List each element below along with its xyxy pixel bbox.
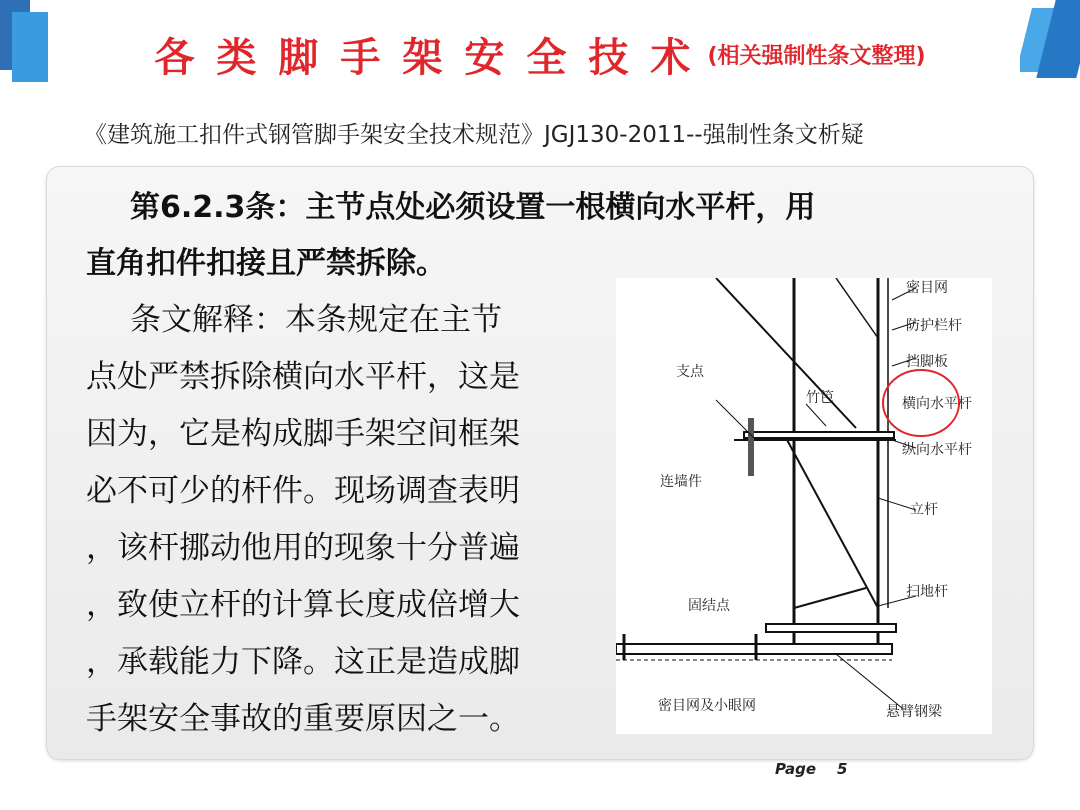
cantilever-beam-shape (616, 644, 892, 654)
label-bamboo-fence: 竹笆 (806, 390, 834, 406)
leader-beam (836, 654, 902, 708)
label-sweep-bar: 扫地杆 (906, 584, 948, 600)
wall-tie-plate (748, 418, 754, 476)
label-cantilever-beam: 悬臂钢梁 (886, 704, 942, 720)
page-label: Page (775, 760, 817, 778)
clause-explanation (86, 292, 596, 748)
label-fulcrum: 支点 (676, 364, 704, 380)
explanation-line: ，承载能力下降。这正是造成脚 (86, 644, 520, 680)
leader-bamboo (806, 404, 826, 426)
explanation-line: 手架安全事故的重要原因之一。 (86, 701, 520, 737)
brace-lower (786, 438, 878, 608)
clause-heading (86, 180, 946, 292)
page-title: 各类脚手架安全技术 (154, 35, 713, 81)
page-title-note: (相关强制性条文整理) (707, 44, 926, 69)
label-upright: 立杆 (910, 502, 938, 518)
brace-upper-right (836, 278, 878, 338)
brace-top (716, 278, 856, 428)
explanation-line: 条文解释：本条规定在主节 (130, 302, 502, 338)
label-mesh: 密目网 (906, 280, 948, 296)
label-fixing-point: 固结点 (688, 598, 730, 614)
bamboo-deck (744, 432, 894, 438)
lower-deck (766, 624, 896, 632)
label-guardrail: 防护栏杆 (906, 318, 962, 334)
explanation-line: 必不可少的杆件。现场调查表明 (86, 473, 520, 509)
sweep-brace (794, 588, 866, 608)
explanation-line: 点处严禁拆除横向水平杆，这是 (86, 359, 520, 395)
explanation-line: ，致使立杆的计算长度成倍增大 (86, 587, 520, 623)
label-wall-tie: 连墙件 (660, 474, 702, 490)
page-number: 5 (837, 760, 848, 778)
label-toe-board: 挡脚板 (906, 354, 948, 370)
scaffold-diagram (616, 278, 992, 734)
explanation-line: ，该杆挪动他用的现象十分普遍 (86, 530, 520, 566)
title-row (0, 26, 1080, 83)
label-longitudinal-bar: 纵向水平杆 (902, 442, 972, 458)
label-bottom-mesh: 密目网及小眼网 (658, 698, 756, 714)
page-subtitle: 《建筑施工扣件式钢管脚手架安全技术规范》JGJ130-2011--强制性条文析疑 (84, 122, 864, 148)
clause-line-2: 直角扣件扣接且严禁拆除。 (86, 246, 446, 281)
clause-line-1: 第6.2.3条：主节点处必须设置一根横向水平杆，用 (130, 190, 816, 225)
label-transverse-bar: 横向水平杆 (902, 396, 972, 412)
explanation-line: 因为，它是构成脚手架空间框架 (86, 416, 520, 452)
